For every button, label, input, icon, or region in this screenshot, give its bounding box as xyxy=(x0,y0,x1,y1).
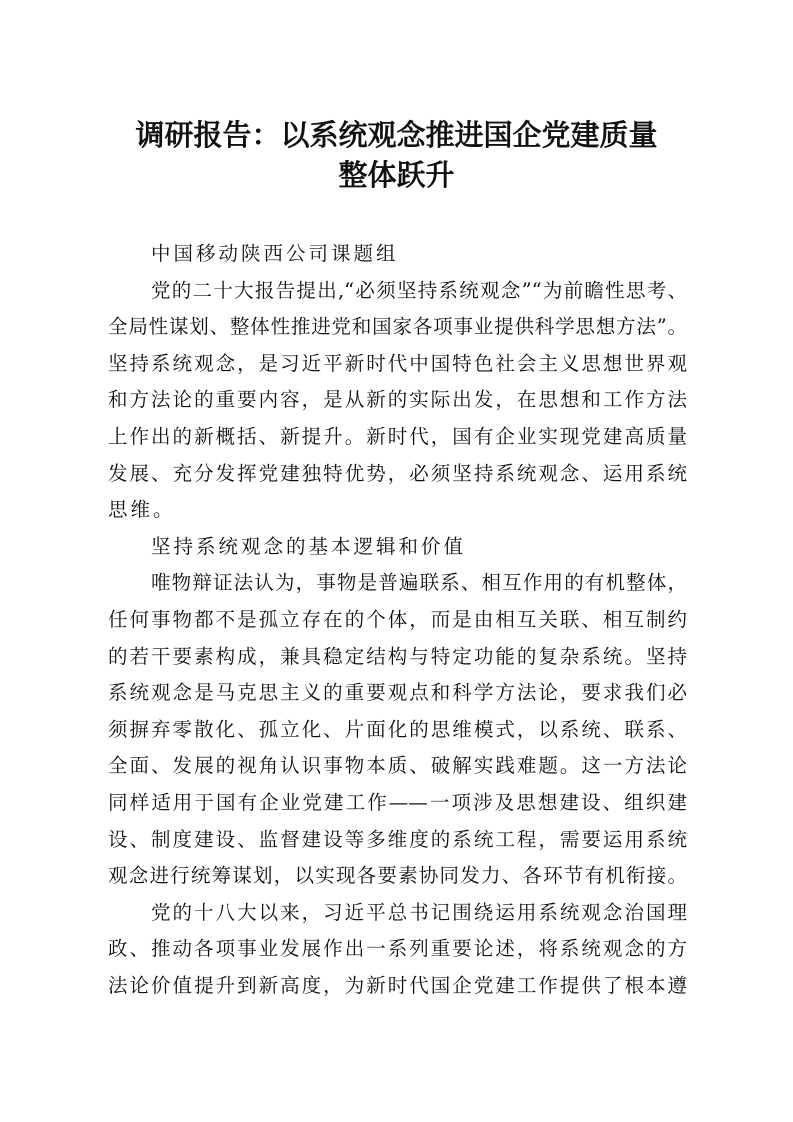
paragraph-line: 和方法论的重要内容，是从新的实际出发，在思想和工作方法 xyxy=(108,388,687,412)
paragraph-line: 坚持系统观念，是习近平新时代中国特色社会主义思想世界观 xyxy=(108,351,687,375)
paragraph-line: 全局性谋划、整体性推进党和国家各项事业提供科学思想方法”。 xyxy=(108,315,687,339)
paragraph-line: 设、制度建设、监督建设等多维度的系统工程，需要运用系统 xyxy=(108,827,687,851)
paragraph xyxy=(108,565,687,894)
document-body xyxy=(108,236,687,1004)
paragraph-line: 党的二十大报告提出,“必须坚持系统观念”“为前瞻性思考、 xyxy=(151,278,687,302)
paragraph-line: 发展、充分发挥党建独特优势，必须坚持系统观念、运用系统 xyxy=(108,461,687,485)
paragraph-line: 系统观念是马克思主义的重要观点和科学方法论，要求我们必 xyxy=(108,681,687,705)
paragraph-line: 同样适用于国有企业党建工作——一项涉及思想建设、组织建 xyxy=(108,790,687,814)
paragraph-line: 法论价值提升到新高度，为新时代国企党建工作提供了根本遵 xyxy=(108,973,687,997)
paragraph-line: 唯物辩证法认为，事物是普遍联系、相互作用的有机整体， xyxy=(151,571,687,595)
document-title xyxy=(90,115,703,195)
paragraph-line: 观念进行统筹谋划，以实现各要素协同发力、各环节有机衔接。 xyxy=(108,864,687,888)
author-line: 中国移动陕西公司课题组 xyxy=(151,242,399,265)
paragraph xyxy=(108,895,687,1005)
title-line: 整体跃升 xyxy=(338,158,455,192)
title-line: 调研报告：以系统观念推进国企党建质量 xyxy=(135,118,658,152)
paragraph-line: 全面、发展的视角认识事物本质、破解实践难题。这一方法论 xyxy=(108,754,687,778)
paragraph-line: 的若干要素构成，兼具稳定结构与特定功能的复杂系统。坚持 xyxy=(108,644,687,668)
paragraph-line: 思维。 xyxy=(108,498,176,522)
paragraph-line: 须摒弃零散化、孤立化、片面化的思维模式，以系统、联系、 xyxy=(108,717,687,741)
paragraph-line: 上作出的新概括、新提升。新时代，国有企业实现党建高质量 xyxy=(108,424,687,448)
paragraph-line: 任何事物都不是孤立存在的个体，而是由相互关联、相互制约 xyxy=(108,607,687,631)
section-heading: 坚持系统观念的基本逻辑和价值 xyxy=(151,534,467,558)
paragraph-line: 政、推动各项事业发展作出一系列重要论述，将系统观念的方 xyxy=(108,937,687,961)
paragraph-line: 党的十八大以来，习近平总书记围绕运用系统观念治国理 xyxy=(151,900,687,924)
paragraph xyxy=(108,273,687,529)
